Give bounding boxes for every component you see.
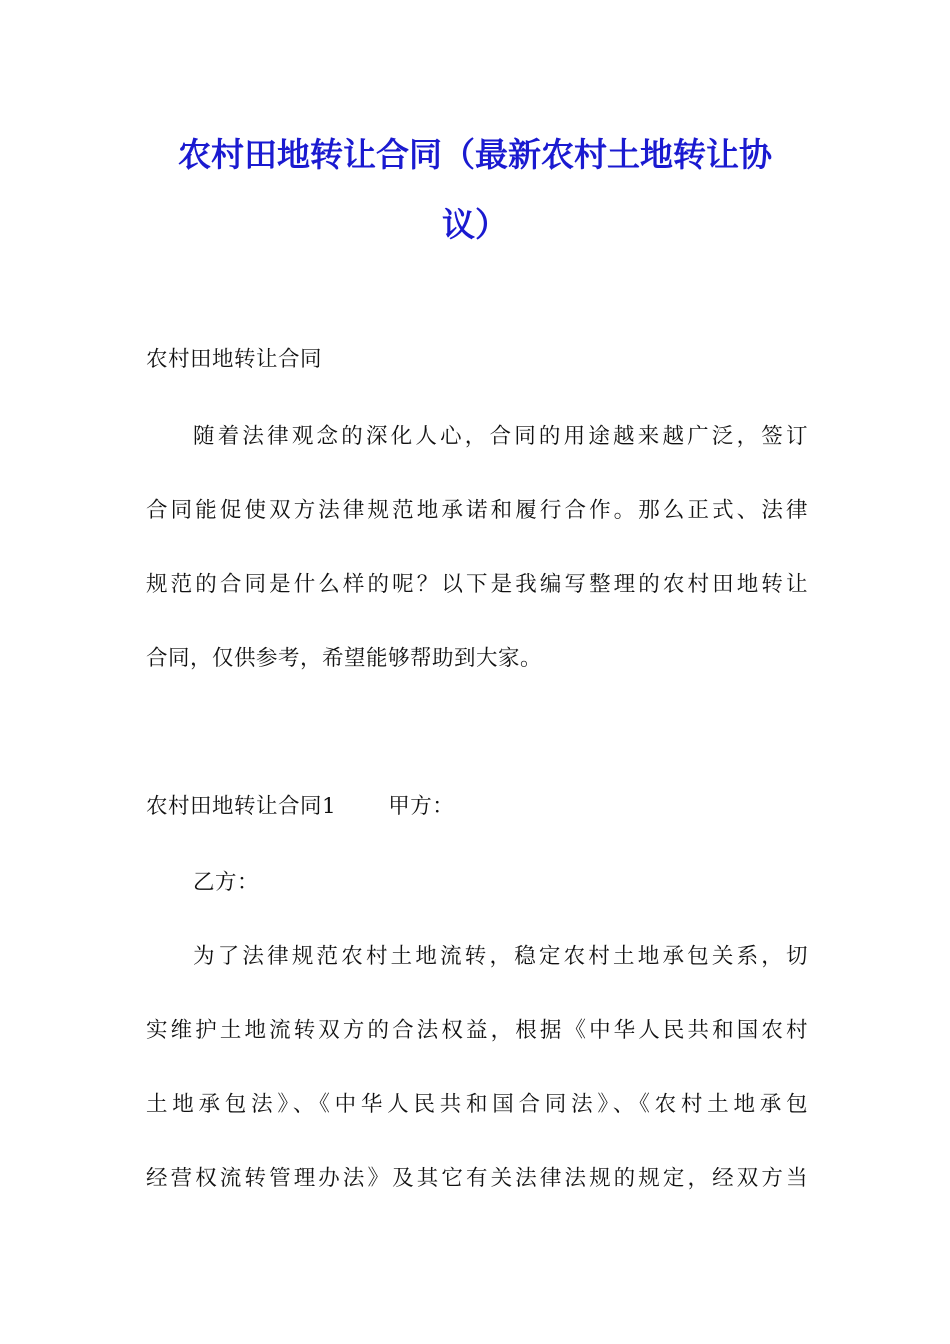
intro-line-2: 合同能促使双方法律规范地承诺和履行合作。那么正式、法律 xyxy=(146,498,808,523)
body-line-2: 实维护土地流转双方的合法权益，根据《中华人民共和国农村 xyxy=(146,1018,808,1043)
party-a-label: 甲方： xyxy=(388,794,455,819)
contract-heading: 农村田地转让合同1 xyxy=(146,794,337,819)
body-line-3: 土地承包法》、《中华人民共和国合同法》、《农村土地承包 xyxy=(146,1092,808,1117)
document-title-line-1: 农村田地转让合同（最新农村土地转让协 xyxy=(178,135,772,174)
document-title-line-2: 议） xyxy=(442,205,508,244)
party-b-label: 乙方： xyxy=(193,870,260,895)
subheading: 农村田地转让合同 xyxy=(146,347,323,372)
intro-line-4: 合同，仅供参考，希望能够帮助到大家。 xyxy=(146,646,543,671)
body-line-4: 经营权流转管理办法》及其它有关法律法规的规定，经双方当 xyxy=(146,1166,808,1191)
intro-line-1: 随着法律观念的深化人心，合同的用途越来越广泛，签订 xyxy=(193,424,808,449)
body-line-1: 为了法律规范农村土地流转，稳定农村土地承包关系，切 xyxy=(193,944,808,969)
intro-line-3: 规范的合同是什么样的呢？以下是我编写整理的农村田地转让 xyxy=(146,572,808,597)
contract-heading-row xyxy=(146,796,808,818)
